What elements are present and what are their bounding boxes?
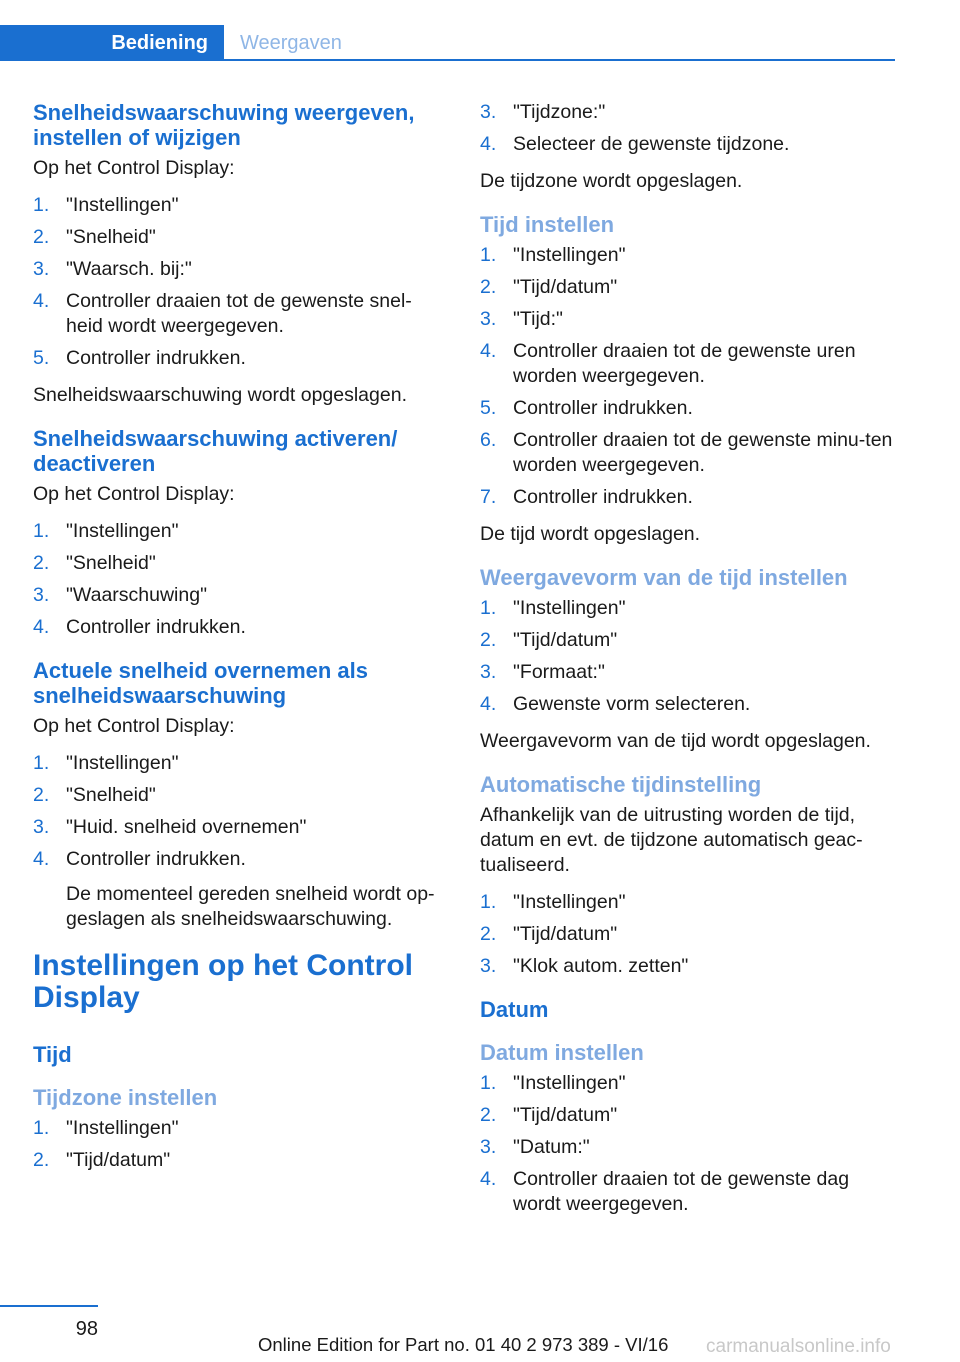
header-divider [0, 59, 895, 61]
section-heading: Snelheidswaarschuwing activeren/ deactiveren [33, 426, 398, 476]
list-item [480, 100, 895, 125]
step-number: 1. [33, 520, 50, 542]
step-number: 3. [480, 1136, 497, 1158]
step-number: 4. [33, 616, 50, 638]
step-list [33, 751, 448, 872]
step-number: 1. [480, 597, 497, 619]
step-text: "Snelheid" [66, 226, 156, 248]
paragraph: De tijd wordt opgeslagen. [480, 523, 701, 545]
step-number: 4. [480, 693, 497, 715]
paragraph: De tijdzone wordt opgeslagen. [480, 170, 743, 192]
list-item [480, 1103, 895, 1128]
step-number: 4. [480, 133, 497, 155]
list-item [480, 396, 895, 421]
step-text: "Klok autom. zetten" [513, 955, 689, 977]
paragraph: Op het Control Display: [33, 715, 235, 737]
paragraph: Afhankelijk van de uitrusting worden de tijd, datum en evt. de tijdzone automatisch geac-tualiseerd. [480, 804, 863, 876]
step-number: 1. [480, 244, 497, 266]
paragraph: Snelheidswaarschuwing wordt opgeslagen. [33, 384, 407, 406]
step-number: 3. [480, 661, 497, 683]
list-item [480, 596, 895, 621]
step-number: 1. [480, 891, 497, 913]
step-number: 3. [480, 955, 497, 977]
step-number: 3. [33, 258, 50, 280]
step-text: Selecteer de gewenste tijdzone. [513, 133, 790, 155]
step-list [480, 100, 895, 157]
paragraph: Op het Control Display: [33, 483, 235, 505]
section-heading: Tijd [33, 1042, 72, 1067]
step-text: "Huid. snelheid overnemen" [66, 816, 307, 838]
step-number: 4. [33, 848, 50, 870]
step-text: "Tijdzone:" [513, 101, 606, 123]
list-item [33, 346, 448, 371]
step-text: Controller draaien tot de gewenste dag wordt weergegeven. [513, 1168, 850, 1215]
step-text: Controller indrukken. [513, 486, 693, 508]
list-item [33, 751, 448, 776]
list-item [33, 783, 448, 808]
subsection-heading: Automatische tijdinstelling [480, 772, 762, 797]
step-text: Controller indrukken. [66, 616, 246, 638]
step-list [33, 1116, 448, 1173]
list-item [480, 922, 895, 947]
list-item [480, 485, 895, 510]
section-heading: Snelheidswaarschuwing weergeven, instellen of wijzigen [33, 100, 415, 150]
subsection-heading: Tijdzone instellen [33, 1085, 218, 1110]
left-column [33, 100, 448, 1185]
step-list [480, 596, 895, 717]
step-text: "Instellingen" [513, 244, 626, 266]
list-item [33, 583, 448, 608]
step-text: "Instellingen" [66, 1117, 179, 1139]
step-text: "Instellingen" [66, 520, 179, 542]
subsection-heading: Datum instellen [480, 1040, 644, 1065]
step-number: 5. [33, 347, 50, 369]
step-number: 3. [33, 584, 50, 606]
list-item [480, 339, 895, 389]
paragraph: Op het Control Display: [33, 157, 235, 179]
list-item [480, 628, 895, 653]
step-text: Controller draaien tot de gewenste snel-heid wordt weergegeven. [66, 290, 412, 337]
list-item [33, 847, 448, 872]
step-text: "Snelheid" [66, 552, 156, 574]
header-tabbar [0, 25, 895, 61]
step-number: 1. [33, 1117, 50, 1139]
step-list [33, 519, 448, 640]
step-number: 7. [480, 486, 497, 508]
list-item [480, 132, 895, 157]
step-text: Controller indrukken. [513, 397, 693, 419]
list-item [480, 243, 895, 268]
step-number: 5. [480, 397, 497, 419]
step-number: 4. [480, 340, 497, 362]
step-number: 4. [33, 290, 50, 312]
list-item [33, 1116, 448, 1141]
list-item [480, 1135, 895, 1160]
step-number: 2. [33, 552, 50, 574]
list-item [33, 225, 448, 250]
subsection-heading: Weergavevorm van de tijd instellen [480, 565, 848, 590]
step-number: 2. [480, 923, 497, 945]
step-text: "Instellingen" [513, 1072, 626, 1094]
tab-bediening[interactable]: Bediening [0, 25, 224, 61]
step-number: 2. [480, 1104, 497, 1126]
list-item [33, 1148, 448, 1173]
watermark: carmanualsonline.info [706, 1336, 891, 1357]
chapter-title: Instellingen op het Control Display [33, 949, 413, 1014]
list-item [480, 692, 895, 717]
step-text: "Waarschuwing" [66, 584, 208, 606]
step-list [480, 890, 895, 979]
list-item [33, 551, 448, 576]
step-text: Controller draaien tot de gewenste minu-ten worden weergegeven. [513, 429, 893, 476]
step-list [33, 193, 448, 371]
list-item [33, 193, 448, 218]
step-text: Controller indrukken. [66, 848, 246, 870]
step-text: "Snelheid" [66, 784, 156, 806]
list-item [33, 257, 448, 282]
step-number: 3. [480, 101, 497, 123]
list-item [480, 275, 895, 300]
subsection-heading: Tijd instellen [480, 212, 615, 237]
step-text: "Tijd/datum" [513, 629, 618, 651]
step-text: "Tijd/datum" [513, 923, 618, 945]
right-column [480, 100, 895, 1229]
step-text: "Instellingen" [66, 194, 179, 216]
step-number: 1. [33, 194, 50, 216]
step-text: Gewenste vorm selecteren. [513, 693, 751, 715]
list-item [480, 428, 895, 478]
step-text: "Instellingen" [513, 891, 626, 913]
step-text: "Datum:" [513, 1136, 590, 1158]
step-text: "Tijd/datum" [513, 1104, 618, 1126]
list-item [480, 1071, 895, 1096]
page-number: 98 [75, 1318, 98, 1340]
list-item [33, 615, 448, 640]
step-text: "Instellingen" [513, 597, 626, 619]
step-number: 3. [480, 308, 497, 330]
section-heading: Datum [480, 997, 549, 1022]
list-item [33, 519, 448, 544]
list-item [480, 307, 895, 332]
list-item [480, 1167, 895, 1217]
list-item [33, 289, 448, 339]
step-number: 2. [33, 1149, 50, 1171]
step-text: "Waarsch. bij:" [66, 258, 192, 280]
step-text: "Instellingen" [66, 752, 179, 774]
step-number: 1. [480, 1072, 497, 1094]
step-text: "Tijd/datum" [513, 276, 618, 298]
list-item [480, 660, 895, 685]
step-number: 3. [33, 816, 50, 838]
step-number: 2. [480, 629, 497, 651]
step-number: 1. [33, 752, 50, 774]
step-text: Controller indrukken. [66, 347, 246, 369]
paragraph: Weergavevorm van de tijd wordt opgeslagen. [480, 730, 871, 752]
step-number: 6. [480, 429, 497, 451]
step-text: "Tijd/datum" [66, 1149, 171, 1171]
edition-text: Online Edition for Part no. 01 40 2 973 389 - VI/16 [258, 1334, 669, 1355]
section-heading: Actuele snelheid overnemen als snelheidswaarschuwing [33, 658, 369, 708]
step-note: De momenteel gereden snelheid wordt op-geslagen als snelheidswaarschuwing. [66, 883, 435, 930]
step-text: "Tijd:" [513, 308, 563, 330]
step-text: "Formaat:" [513, 661, 605, 683]
list-item [33, 815, 448, 840]
step-number: 2. [33, 784, 50, 806]
list-item [480, 890, 895, 915]
list-item [480, 954, 895, 979]
step-number: 2. [33, 226, 50, 248]
step-number: 4. [480, 1168, 497, 1190]
step-number: 2. [480, 276, 497, 298]
step-list [480, 243, 895, 510]
tab-weergaven[interactable]: Weergaven [240, 32, 342, 54]
step-list [480, 1071, 895, 1217]
footer-divider [0, 1305, 98, 1307]
step-text: Controller draaien tot de gewenste uren worden weergegeven. [513, 340, 856, 387]
